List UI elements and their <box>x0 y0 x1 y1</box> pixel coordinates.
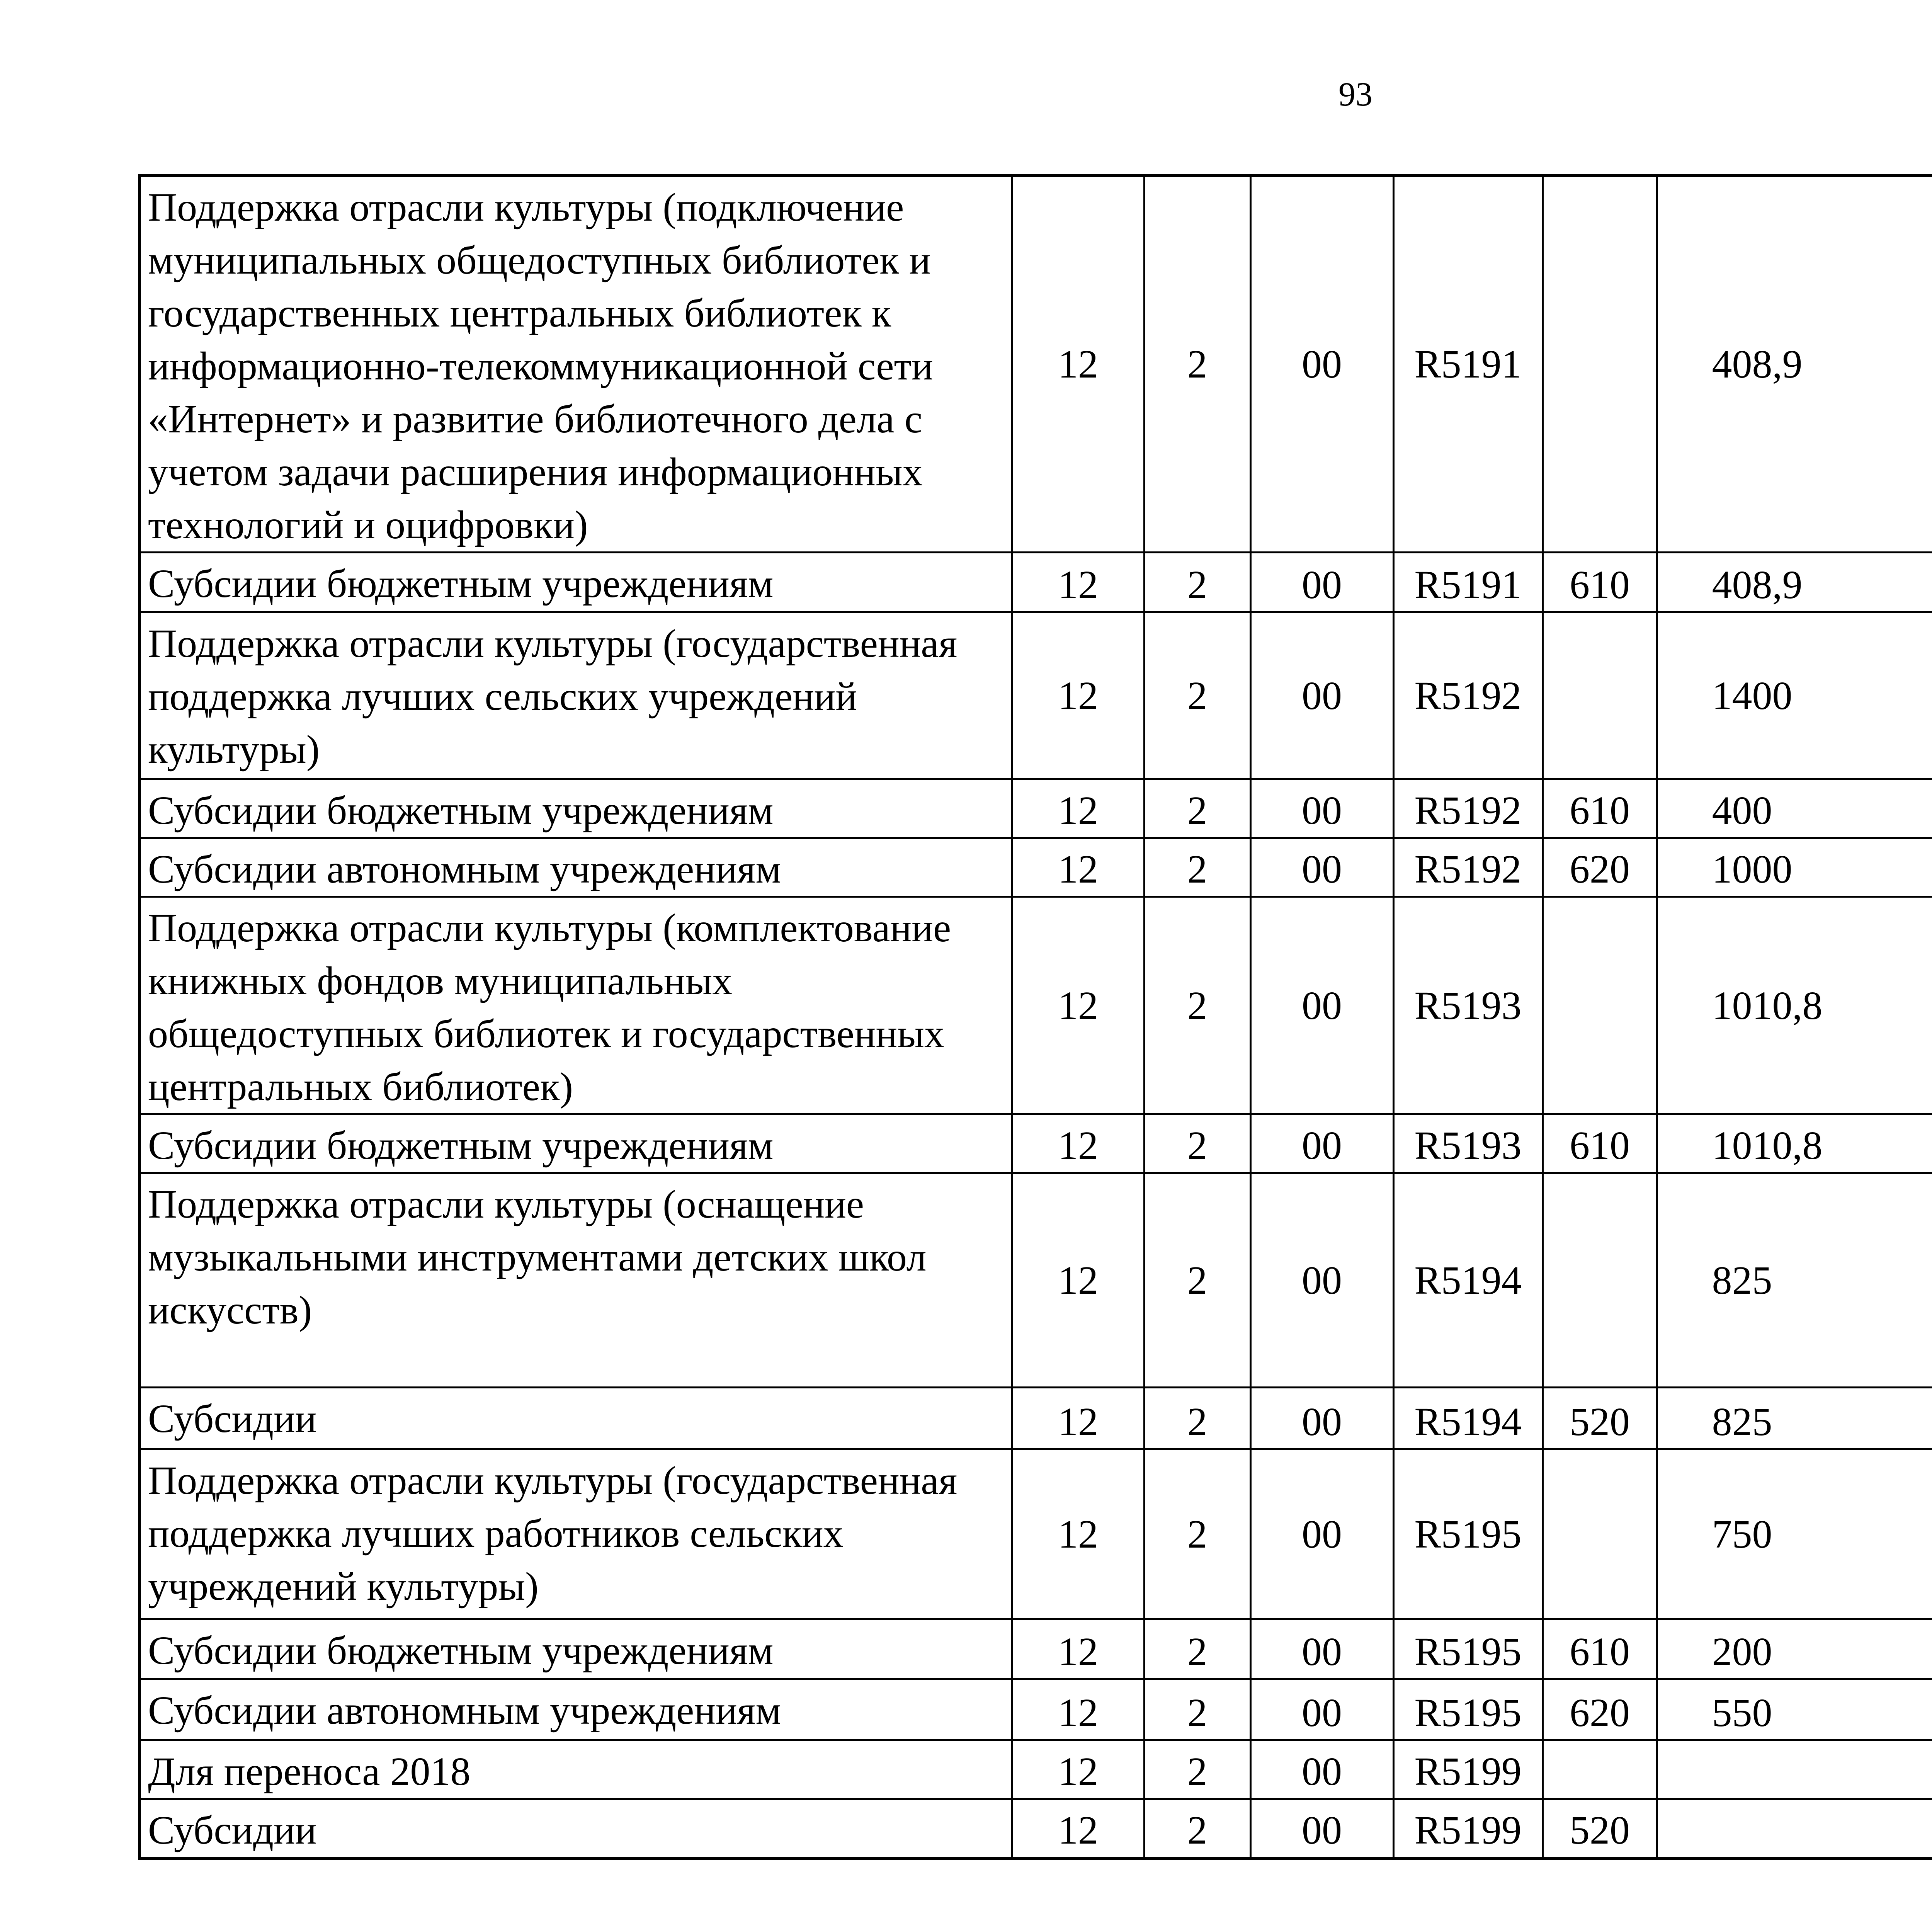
row-description: Субсидии <box>139 1799 1012 1859</box>
row-sum-1: 1000 <box>1657 838 1932 897</box>
row-sum-1: 825 <box>1657 1388 1932 1449</box>
row-description: Поддержка отрасли культуры (государственная поддержка лучших сельских учреждений культуры) <box>139 612 1012 779</box>
row-sum-1: 1010,8 <box>1657 1114 1932 1173</box>
table-row <box>139 1679 1932 1740</box>
row-program: 00 <box>1250 897 1393 1114</box>
table-row <box>139 1449 1932 1619</box>
table-row <box>139 612 1932 779</box>
row-expense-type: 610 <box>1543 1114 1657 1173</box>
row-section: 12 <box>1012 1388 1144 1449</box>
row-subsection: 2 <box>1144 1449 1250 1619</box>
row-program: 00 <box>1250 1114 1393 1173</box>
row-program: 00 <box>1250 553 1393 612</box>
row-description: Поддержка отрасли культуры (комплектование книжных фондов муниципальных общедоступных библиотек и государственных центральных библиотек) <box>139 897 1012 1114</box>
row-sum-1: 408,9 <box>1657 175 1932 553</box>
row-expense-type: 520 <box>1543 1799 1657 1859</box>
row-description: Субсидии <box>139 1388 1012 1449</box>
row-target-code: R5192 <box>1393 779 1543 838</box>
row-program: 00 <box>1250 838 1393 897</box>
row-target-code: R5195 <box>1393 1619 1543 1679</box>
row-subsection: 2 <box>1144 175 1250 553</box>
row-section: 12 <box>1012 1799 1144 1859</box>
row-target-code: R5194 <box>1393 1173 1543 1388</box>
row-target-code: R5192 <box>1393 612 1543 779</box>
row-expense-type: 620 <box>1543 1679 1657 1740</box>
table-row <box>139 779 1932 838</box>
row-target-code: R5195 <box>1393 1449 1543 1619</box>
row-program: 00 <box>1250 1449 1393 1619</box>
row-description: Субсидии бюджетным учреждениям <box>139 1114 1012 1173</box>
row-expense-type <box>1543 612 1657 779</box>
row-description: Субсидии бюджетным учреждениям <box>139 779 1012 838</box>
row-section: 12 <box>1012 779 1144 838</box>
row-sum-1: 200 <box>1657 1619 1932 1679</box>
row-program: 00 <box>1250 1619 1393 1679</box>
row-expense-type: 610 <box>1543 779 1657 838</box>
row-section: 12 <box>1012 1173 1144 1388</box>
row-sum-1: 550 <box>1657 1679 1932 1740</box>
row-section: 12 <box>1012 612 1144 779</box>
table-row <box>139 1799 1932 1859</box>
row-section: 12 <box>1012 175 1144 553</box>
row-program: 00 <box>1250 779 1393 838</box>
row-target-code: R5195 <box>1393 1679 1543 1740</box>
row-subsection: 2 <box>1144 1679 1250 1740</box>
row-subsection: 2 <box>1144 838 1250 897</box>
row-target-code: R5194 <box>1393 1388 1543 1449</box>
row-section: 12 <box>1012 553 1144 612</box>
row-subsection: 2 <box>1144 779 1250 838</box>
row-description: Для переноса 2018 <box>139 1740 1012 1799</box>
row-description: Субсидии автономным учреждениям <box>139 838 1012 897</box>
row-program: 00 <box>1250 612 1393 779</box>
row-target-code: R5193 <box>1393 897 1543 1114</box>
table-row <box>139 838 1932 897</box>
row-program: 00 <box>1250 1740 1393 1799</box>
row-subsection: 2 <box>1144 1799 1250 1859</box>
table-row <box>139 1173 1932 1388</box>
row-sum-1: 1010,8 <box>1657 897 1932 1114</box>
row-expense-type <box>1543 897 1657 1114</box>
row-target-code: R5199 <box>1393 1799 1543 1859</box>
row-subsection: 2 <box>1144 1114 1250 1173</box>
row-description: Субсидии бюджетным учреждениям <box>139 553 1012 612</box>
row-expense-type: 620 <box>1543 838 1657 897</box>
row-sum-1: 825 <box>1657 1173 1932 1388</box>
row-expense-type: 610 <box>1543 553 1657 612</box>
budget-table <box>138 174 1932 1860</box>
row-subsection: 2 <box>1144 1740 1250 1799</box>
budget-table-body <box>139 175 1932 1858</box>
row-expense-type: 520 <box>1543 1388 1657 1449</box>
row-sum-1: 1400 <box>1657 612 1932 779</box>
row-sum-1 <box>1657 1740 1932 1799</box>
row-description: Субсидии автономным учреждениям <box>139 1679 1012 1740</box>
row-sum-1 <box>1657 1799 1932 1859</box>
row-program: 00 <box>1250 1173 1393 1388</box>
table-row <box>139 897 1932 1114</box>
row-program: 00 <box>1250 1679 1393 1740</box>
row-sum-1: 750 <box>1657 1449 1932 1619</box>
row-expense-type <box>1543 175 1657 553</box>
table-row <box>139 553 1932 612</box>
row-target-code: R5191 <box>1393 175 1543 553</box>
row-section: 12 <box>1012 897 1144 1114</box>
page-number: 93 <box>1338 76 1372 113</box>
row-description: Субсидии бюджетным учреждениям <box>139 1619 1012 1679</box>
row-expense-type: 610 <box>1543 1619 1657 1679</box>
row-target-code: R5191 <box>1393 553 1543 612</box>
row-program: 00 <box>1250 1388 1393 1449</box>
row-subsection: 2 <box>1144 553 1250 612</box>
row-subsection: 2 <box>1144 612 1250 779</box>
row-target-code: R5192 <box>1393 838 1543 897</box>
row-subsection: 2 <box>1144 1173 1250 1388</box>
row-description: Поддержка отрасли культуры (оснащение музыкальными инструментами детских школ искусств) <box>139 1173 1012 1388</box>
row-section: 12 <box>1012 1740 1144 1799</box>
row-section: 12 <box>1012 1679 1144 1740</box>
row-subsection: 2 <box>1144 1619 1250 1679</box>
row-expense-type <box>1543 1173 1657 1388</box>
row-program: 00 <box>1250 1799 1393 1859</box>
row-subsection: 2 <box>1144 1388 1250 1449</box>
table-row <box>139 1740 1932 1799</box>
row-subsection: 2 <box>1144 897 1250 1114</box>
row-description: Поддержка отрасли культуры (государственная поддержка лучших работников сельских учреждений культуры) <box>139 1449 1012 1619</box>
row-description: Поддержка отрасли культуры (подключение муниципальных общедоступных библиотек и государственных центральных библиотек к информационно-телекоммуникационной сети «Интернет» и развитие библиотечного дела с учетом задачи расширения информационных технологий и оцифровки) <box>139 175 1012 553</box>
row-sum-1: 400 <box>1657 779 1932 838</box>
table-row <box>139 1388 1932 1449</box>
row-section: 12 <box>1012 1449 1144 1619</box>
table-row <box>139 175 1932 553</box>
row-section: 12 <box>1012 1619 1144 1679</box>
table-row <box>139 1619 1932 1679</box>
row-target-code: R5193 <box>1393 1114 1543 1173</box>
row-expense-type <box>1543 1449 1657 1619</box>
row-section: 12 <box>1012 838 1144 897</box>
row-sum-1: 408,9 <box>1657 553 1932 612</box>
row-section: 12 <box>1012 1114 1144 1173</box>
row-program: 00 <box>1250 175 1393 553</box>
table-row <box>139 1114 1932 1173</box>
row-expense-type <box>1543 1740 1657 1799</box>
row-target-code: R5199 <box>1393 1740 1543 1799</box>
